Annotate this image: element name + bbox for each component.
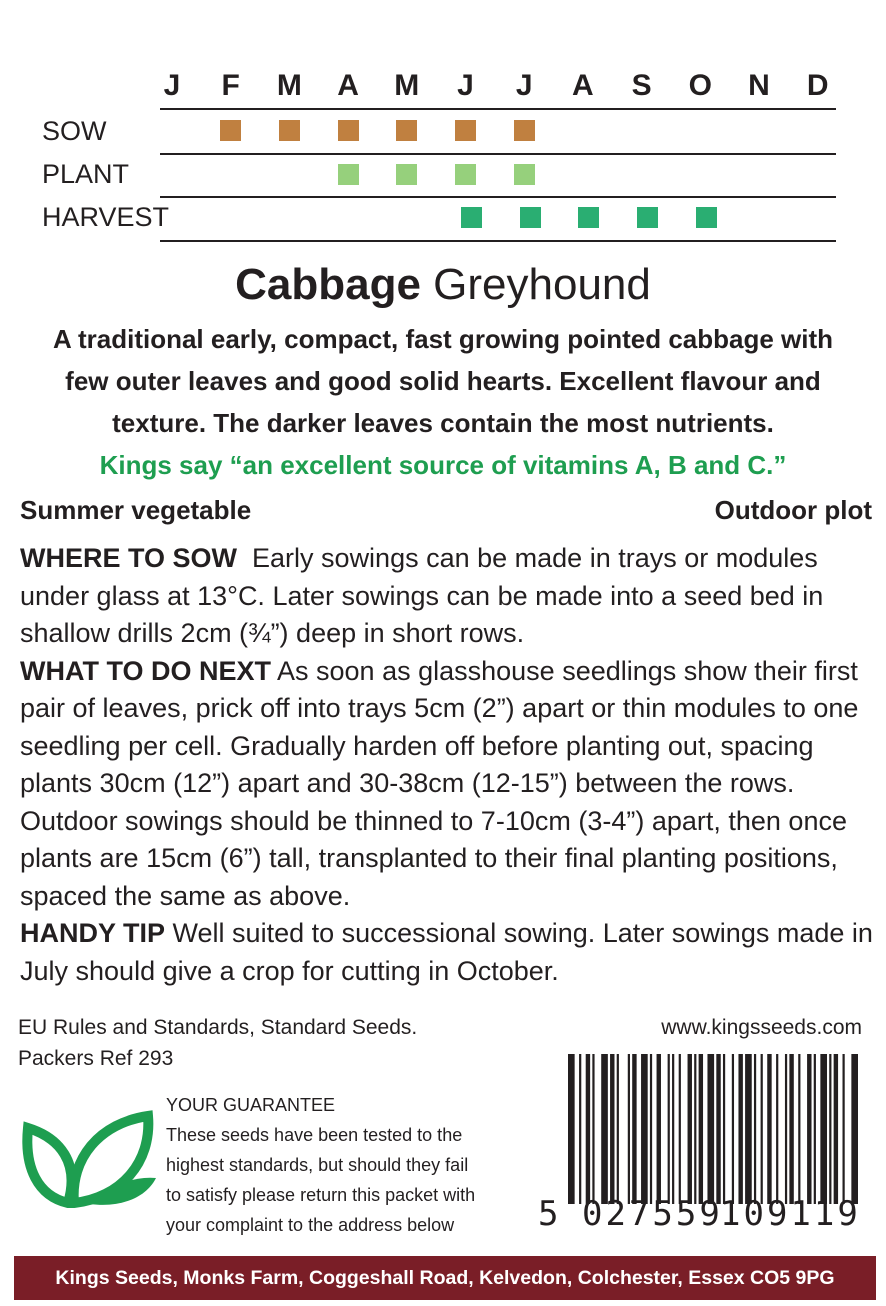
instructions (20, 540, 876, 990)
handy-tip-heading: HANDY TIP (20, 918, 166, 948)
sow-mark (514, 120, 535, 141)
category-label: Summer vegetable (20, 495, 252, 525)
barcode-bar (694, 1054, 696, 1204)
barcode-bar (807, 1054, 811, 1204)
month-label: N (748, 69, 770, 102)
barcode-bar (843, 1054, 845, 1204)
month-label: J (457, 69, 474, 102)
barcode-first-digit: 5 (538, 1194, 559, 1234)
sow-mark (220, 120, 241, 141)
month-label: A (572, 69, 594, 102)
barcode-bar (592, 1054, 594, 1204)
month-label: D (806, 69, 829, 102)
website-link[interactable]: www.kingsseeds.com (661, 1016, 862, 1039)
calendar-divider (160, 108, 836, 110)
barcode-bar (761, 1054, 763, 1204)
harvest-mark (696, 207, 717, 228)
location-label: Outdoor plot (714, 495, 872, 525)
handy-tip-text: Well suited to successional sowing. Later sowings made in July should give a crop for cutting in October. (20, 918, 873, 986)
month-label: M (276, 69, 302, 102)
product-description (10, 318, 876, 486)
plant-mark (396, 164, 417, 185)
eu-rules-text: EU Rules and Standards, Standard Seeds. (18, 1016, 418, 1039)
barcode-bar (767, 1054, 771, 1204)
month-label: J (163, 69, 181, 102)
barcode-bar (568, 1054, 575, 1204)
barcode-bar (688, 1054, 692, 1204)
harvest-mark (520, 207, 541, 228)
product-name: Cabbage (235, 260, 421, 309)
product-variety: Greyhound (433, 260, 651, 309)
barcode-bar (617, 1054, 619, 1204)
what-next-heading: WHAT TO DO NEXT (20, 655, 271, 686)
guarantee-line: These seeds have been tested to the (166, 1125, 463, 1145)
barcode (568, 1054, 858, 1204)
handy-tip-section (20, 915, 876, 990)
sow-mark (396, 120, 417, 141)
barcode-bar (641, 1054, 648, 1204)
month-label: F (221, 69, 240, 102)
description-line: texture. The darker leaves contain the most nutrients. (112, 408, 774, 438)
barcode-bar (723, 1054, 725, 1204)
row-label-sow: SOW (42, 116, 107, 146)
guarantee-line: to satisfy please return this packet with (166, 1185, 476, 1205)
month-label: M (394, 69, 420, 102)
plant-mark (514, 164, 535, 185)
barcode-bar (732, 1054, 734, 1204)
sow-mark (338, 120, 359, 141)
barcode-bar (632, 1054, 636, 1204)
barcode-bar (672, 1054, 674, 1204)
barcode-bar (820, 1054, 827, 1204)
description-line: A traditional early, compact, fast growing pointed cabbage with (52, 324, 834, 354)
barcode-bar (657, 1054, 661, 1204)
where-to-sow-text: Early sowings can be made in trays or modules under glass at 13°C. Later sowings can be made into a seed bed in shallow drills 2cm (¾”) deep in short rows. (20, 543, 824, 648)
barcode-bar (716, 1054, 720, 1204)
harvest-mark (578, 207, 599, 228)
row-label-plant: PLANT (42, 159, 130, 189)
barcode-bar (814, 1054, 816, 1204)
barcode-bar (586, 1054, 590, 1204)
barcode-bar (745, 1054, 752, 1204)
plant-mark (455, 164, 476, 185)
address-bar: Kings Seeds, Monks Farm, Coggeshall Road, Kelvedon, Colchester, Essex CO5 9PG (14, 1256, 876, 1300)
barcode-bar (699, 1054, 703, 1204)
month-label: A (337, 69, 359, 102)
plant-mark (338, 164, 359, 185)
barcode-bar (601, 1054, 608, 1204)
guarantee-line: highest standards, but should they fail (166, 1155, 469, 1175)
barcode-bar (851, 1054, 858, 1204)
where-to-sow-heading: WHERE TO SOW (20, 543, 238, 573)
barcode-bar (789, 1054, 793, 1204)
kings-quote: Kings say “an excellent source of vitamins A, B and C.” (99, 450, 787, 480)
month-label: S (631, 69, 652, 102)
calendar-divider (160, 196, 836, 198)
barcode-bar (785, 1054, 787, 1204)
leaf-icon (20, 1108, 160, 1208)
description-line: few outer leaves and good solid hearts. Excellent flavour and (65, 366, 821, 396)
barcode-bar (738, 1054, 742, 1204)
barcode-bar (834, 1054, 838, 1204)
barcode-bar (707, 1054, 714, 1204)
barcode-bar (829, 1054, 831, 1204)
guarantee-heading: YOUR GUARANTEE (166, 1095, 336, 1115)
guarantee-line: your complaint to the address below (166, 1215, 455, 1235)
month-label: J (515, 69, 533, 102)
where-to-sow-section (20, 540, 876, 653)
barcode-bar (798, 1054, 800, 1204)
product-title (0, 258, 886, 312)
sow-mark (279, 120, 300, 141)
guarantee-block (166, 1090, 546, 1240)
packers-ref: Packers Ref 293 (18, 1047, 174, 1070)
barcode-bar (679, 1054, 681, 1204)
barcode-bar (754, 1054, 756, 1204)
barcode-group-1: 027559 (582, 1194, 723, 1234)
barcode-group-2: 109119 (720, 1194, 861, 1234)
barcode-bar (579, 1054, 581, 1204)
calendar-divider (160, 153, 836, 155)
barcode-bar (776, 1054, 778, 1204)
harvest-mark (637, 207, 658, 228)
barcode-bar (668, 1054, 670, 1204)
sow-mark (455, 120, 476, 141)
what-next-text: As soon as glasshouse seedlings show their first pair of leaves, prick off into trays 5cm (2”) apart or thin modules to one seedling per cell. Gradually harden off before planting out, spacing plants 30cm (12”) apart and 30-38cm (12-15”) between the rows. Outdoor sowings should be thinned to 7-10cm (3-4”) apart, then once plants are 15cm (6”) tall, transplanted to their final planting positions, spaced the same as above. (20, 655, 859, 911)
barcode-bar (650, 1054, 652, 1204)
barcode-bar (628, 1054, 630, 1204)
month-label: O (688, 69, 712, 102)
barcode-number (536, 1192, 866, 1236)
calendar-divider (160, 240, 836, 242)
what-next-section (20, 653, 876, 916)
row-label-harvest: HARVEST (42, 202, 170, 232)
barcode-bar (610, 1054, 614, 1204)
harvest-mark (461, 207, 482, 228)
